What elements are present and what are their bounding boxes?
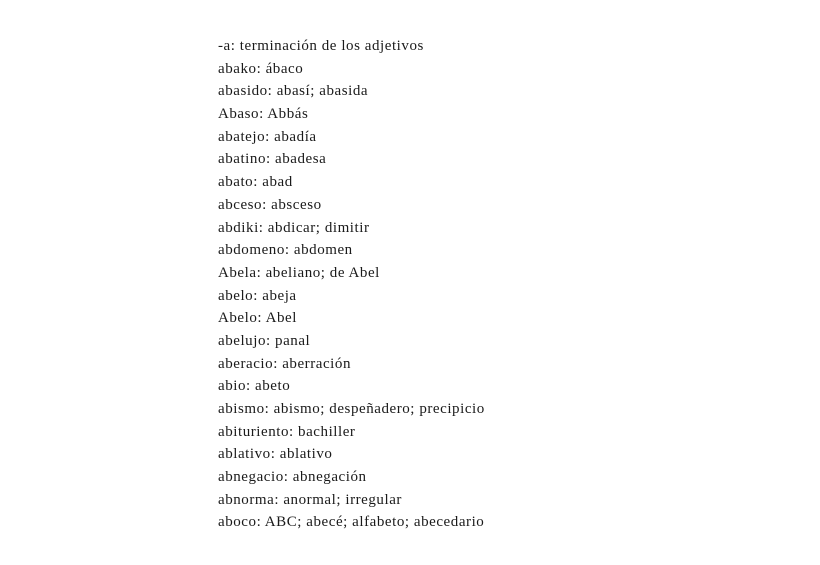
- glossary-entry: abato: abad: [218, 174, 293, 191]
- glossary-entry: abako: ábaco: [218, 60, 304, 77]
- glossary-entry: Abela: abeliano; de Abel: [218, 264, 380, 281]
- glossary-entry: Abelo: Abel: [218, 310, 297, 327]
- glossary-entry: abnegacio: abnegación: [218, 469, 367, 486]
- glossary-list: [218, 35, 485, 534]
- glossary-entry: abdiki: abdicar; dimitir: [218, 219, 370, 236]
- glossary-entry: abceso: absceso: [218, 196, 322, 213]
- glossary-entry: aberacio: aberración: [218, 355, 351, 372]
- glossary-entry: abelo: abeja: [218, 287, 297, 304]
- glossary-entry: abasido: abasí; abasida: [218, 83, 369, 100]
- glossary-entry: abatejo: abadía: [218, 128, 317, 145]
- glossary-entry: abelujo: panal: [218, 332, 311, 349]
- glossary-entry: Abaso: Abbás: [218, 106, 309, 123]
- glossary-entry: abismo: abismo; despeñadero; precipicio: [218, 401, 485, 417]
- glossary-entry: aboco: ABC; abecé; alfabeto; abecedario: [218, 514, 485, 531]
- glossary-entry: abituriento: bachiller: [218, 423, 356, 440]
- glossary-entry: ablativo: ablativo: [218, 446, 333, 463]
- glossary-entry: abatino: abadesa: [218, 151, 327, 168]
- glossary-entry: abio: abeto: [218, 378, 291, 395]
- glossary-entry: abnorma: anormal; irregular: [218, 491, 402, 508]
- glossary-entry: -a: terminación de los adjetivos: [218, 38, 424, 54]
- glossary-entry: abdomeno: abdomen: [218, 242, 353, 259]
